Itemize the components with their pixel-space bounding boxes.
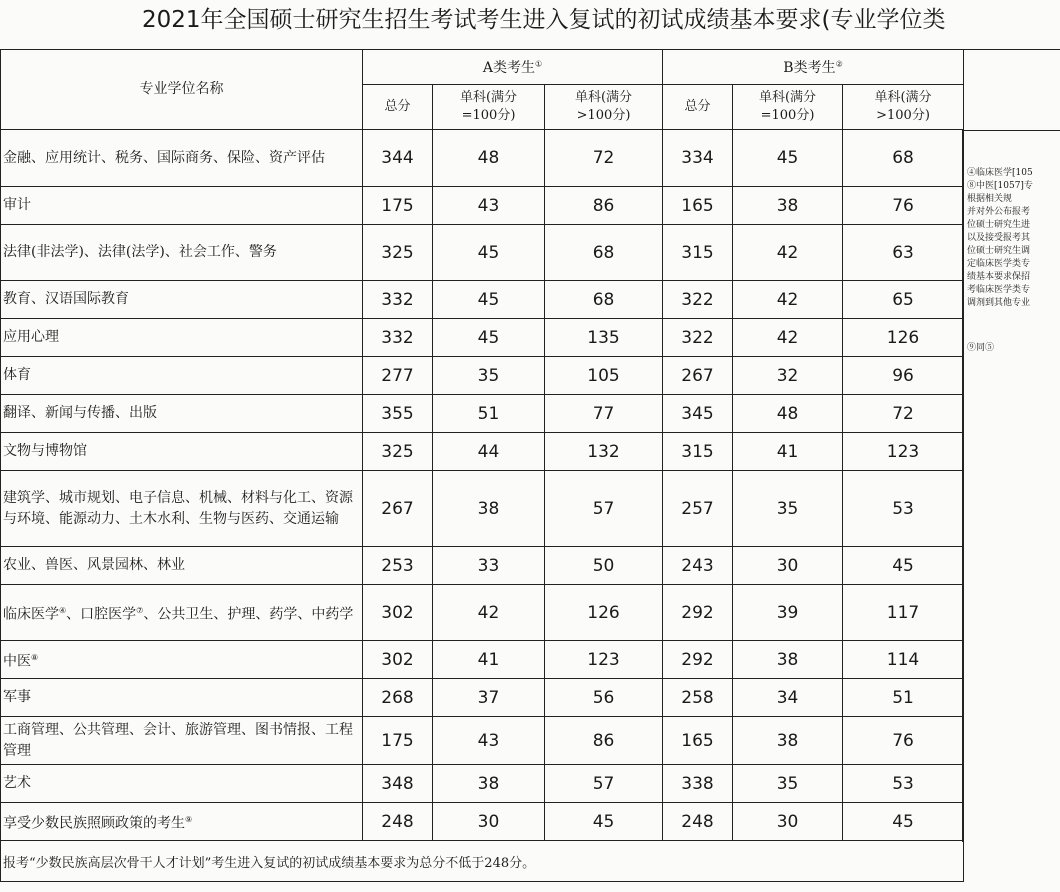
b-single-gt100: 53: [843, 765, 964, 803]
b-total: 165: [663, 187, 733, 225]
b-single-100: 48: [733, 395, 843, 433]
a-total: 277: [363, 357, 433, 395]
side-column-header: [962, 49, 1060, 130]
a-single-100: 35: [433, 357, 545, 395]
b-total: 248: [663, 803, 733, 841]
table-row: [1, 187, 964, 225]
a-single-100: 30: [433, 803, 545, 841]
header-b-single-gt100: 单科(满分 >100分): [843, 85, 964, 130]
major-name: 军事: [1, 679, 363, 717]
header-a-single-gt100: 单科(满分 >100分): [545, 85, 663, 130]
a-single-gt100: 132: [545, 433, 663, 471]
b-single-100: 38: [733, 717, 843, 765]
side-note-line: ⑧中医[1057]专: [967, 181, 1033, 191]
header-group-b: B类考生②: [663, 50, 964, 85]
table-row: [1, 585, 964, 641]
b-total: 165: [663, 717, 733, 765]
b-single-gt100: 123: [843, 433, 964, 471]
a-single-gt100: 105: [545, 357, 663, 395]
a-single-100: 42: [433, 585, 545, 641]
b-single-100: 35: [733, 471, 843, 547]
table-row: [1, 641, 964, 679]
b-total: 322: [663, 319, 733, 357]
a-single-100: 38: [433, 471, 545, 547]
table-row: [1, 319, 964, 357]
table-row: [1, 765, 964, 803]
page-title: 2021年全国硕士研究生招生考试考生进入复试的初试成绩基本要求(专业学位类: [142, 7, 946, 33]
b-single-gt100: 51: [843, 679, 964, 717]
major-name: 中医⑧: [1, 641, 363, 679]
side-note-line: ④临床医学[105: [967, 168, 1033, 178]
a-single-100: 38: [433, 765, 545, 803]
major-name: 艺术: [1, 765, 363, 803]
a-single-gt100: 50: [545, 547, 663, 585]
a-single-gt100: 126: [545, 585, 663, 641]
a-single-gt100: 57: [545, 765, 663, 803]
b-single-gt100: 96: [843, 357, 964, 395]
a-single-100: 41: [433, 641, 545, 679]
a-total: 175: [363, 187, 433, 225]
b-total: 322: [663, 281, 733, 319]
b-single-gt100: 72: [843, 395, 964, 433]
header-major-name: 专业学位名称: [1, 50, 363, 130]
b-single-gt100: 114: [843, 641, 964, 679]
b-single-100: 38: [733, 641, 843, 679]
a-total: 325: [363, 433, 433, 471]
b-single-100: 38: [733, 187, 843, 225]
footnote-row: [1, 841, 964, 882]
b-total: 334: [663, 130, 733, 187]
a-single-100: 37: [433, 679, 545, 717]
a-total: 302: [363, 641, 433, 679]
a-single-gt100: 57: [545, 471, 663, 547]
major-name: 农业、兽医、风景园林、林业: [1, 547, 363, 585]
major-name: 工商管理、公共管理、会计、旅游管理、图书情报、工程管理: [1, 717, 363, 765]
header-group-a: A类考生①: [363, 50, 663, 85]
side-note-line: 位硕士研究生调: [967, 246, 1031, 256]
side-note-line: 根据相关规: [967, 194, 1013, 204]
b-single-100: 42: [733, 319, 843, 357]
table-row: [1, 357, 964, 395]
a-single-gt100: 123: [545, 641, 663, 679]
a-single-100: 48: [433, 130, 545, 187]
table-row: [1, 225, 964, 281]
b-total: 338: [663, 765, 733, 803]
b-single-100: 42: [733, 225, 843, 281]
a-total: 332: [363, 281, 433, 319]
b-single-100: 35: [733, 765, 843, 803]
a-single-100: 33: [433, 547, 545, 585]
major-name: 法律(非法学)、法律(法学)、社会工作、警务: [1, 225, 363, 281]
a-total: 175: [363, 717, 433, 765]
b-single-gt100: 45: [843, 547, 964, 585]
a-total: 325: [363, 225, 433, 281]
b-single-100: 42: [733, 281, 843, 319]
b-single-100: 39: [733, 585, 843, 641]
b-single-100: 30: [733, 803, 843, 841]
b-total: 315: [663, 433, 733, 471]
side-notes: [962, 130, 1060, 842]
table-row: [1, 433, 964, 471]
major-name: 临床医学④、口腔医学⑦、公共卫生、护理、药学、中药学: [1, 585, 363, 641]
a-single-gt100: 86: [545, 187, 663, 225]
a-total: 253: [363, 547, 433, 585]
b-single-100: 34: [733, 679, 843, 717]
a-single-gt100: 68: [545, 225, 663, 281]
side-note-gap: [967, 310, 1060, 342]
b-total: 257: [663, 471, 733, 547]
a-single-gt100: 72: [545, 130, 663, 187]
b-single-gt100: 45: [843, 803, 964, 841]
b-single-gt100: 53: [843, 471, 964, 547]
b-single-100: 32: [733, 357, 843, 395]
a-total: 332: [363, 319, 433, 357]
a-total: 355: [363, 395, 433, 433]
b-single-100: 30: [733, 547, 843, 585]
table-row: [1, 471, 964, 547]
side-note-line: 位硕士研究生进: [967, 220, 1031, 230]
a-total: 348: [363, 765, 433, 803]
a-total: 267: [363, 471, 433, 547]
header-b-single-100: 单科(满分 =100分): [733, 85, 843, 130]
table-row: [1, 803, 964, 841]
a-single-100: 45: [433, 281, 545, 319]
b-single-gt100: 65: [843, 281, 964, 319]
major-name: 应用心理: [1, 319, 363, 357]
side-note-line: 并对外公布报考: [967, 207, 1031, 217]
a-single-100: 44: [433, 433, 545, 471]
major-name: 体育: [1, 357, 363, 395]
b-single-100: 41: [733, 433, 843, 471]
table-row: [1, 130, 964, 187]
table-row: [1, 717, 964, 765]
b-total: 345: [663, 395, 733, 433]
b-total: 292: [663, 641, 733, 679]
header-b-total: 总分: [663, 85, 733, 130]
a-single-gt100: 86: [545, 717, 663, 765]
b-total: 267: [663, 357, 733, 395]
b-single-gt100: 76: [843, 187, 964, 225]
b-single-gt100: 117: [843, 585, 964, 641]
footnote: 报考“少数民族高层次骨干人才计划”考生进入复试的初试成绩基本要求为总分不低于248分。: [1, 841, 964, 882]
b-total: 258: [663, 679, 733, 717]
side-note-line: 以及接受报考其: [967, 233, 1031, 243]
a-single-100: 43: [433, 187, 545, 225]
a-single-100: 45: [433, 225, 545, 281]
a-single-gt100: 56: [545, 679, 663, 717]
a-single-100: 45: [433, 319, 545, 357]
a-total: 302: [363, 585, 433, 641]
a-single-gt100: 68: [545, 281, 663, 319]
table-row: [1, 547, 964, 585]
major-name: 享受少数民族照顾政策的考生⑨: [1, 803, 363, 841]
b-single-gt100: 63: [843, 225, 964, 281]
score-table: [0, 49, 964, 882]
major-name: 金融、应用统计、税务、国际商务、保险、资产评估: [1, 130, 363, 187]
major-name: 教育、汉语国际教育: [1, 281, 363, 319]
b-single-gt100: 68: [843, 130, 964, 187]
b-total: 243: [663, 547, 733, 585]
table-row: [1, 679, 964, 717]
b-single-100: 45: [733, 130, 843, 187]
table-row: [1, 281, 964, 319]
a-single-gt100: 135: [545, 319, 663, 357]
a-total: 268: [363, 679, 433, 717]
side-note-line: 考临床医学类专: [967, 285, 1031, 295]
side-note-last: ⑨同⑤: [967, 343, 995, 353]
major-name: 文物与博物馆: [1, 433, 363, 471]
header-a-single-100: 单科(满分 =100分): [433, 85, 545, 130]
a-total: 344: [363, 130, 433, 187]
b-single-gt100: 126: [843, 319, 964, 357]
side-note-line: 绩基本要求保招: [967, 272, 1031, 282]
a-single-gt100: 77: [545, 395, 663, 433]
b-total: 315: [663, 225, 733, 281]
header-a-total: 总分: [363, 85, 433, 130]
side-note-line: 定临床医学类专: [967, 259, 1031, 269]
b-single-gt100: 76: [843, 717, 964, 765]
a-total: 248: [363, 803, 433, 841]
b-total: 292: [663, 585, 733, 641]
a-single-100: 43: [433, 717, 545, 765]
major-name: 翻译、新闻与传播、出版: [1, 395, 363, 433]
major-name: 建筑学、城市规划、电子信息、机械、材料与化工、资源与环境、能源动力、土木水利、生物与医药、交通运输: [1, 471, 363, 547]
table-row: [1, 395, 964, 433]
side-note-line: 调剂到其他专业: [967, 298, 1031, 308]
major-name: 审计: [1, 187, 363, 225]
a-single-100: 51: [433, 395, 545, 433]
a-single-gt100: 45: [545, 803, 663, 841]
